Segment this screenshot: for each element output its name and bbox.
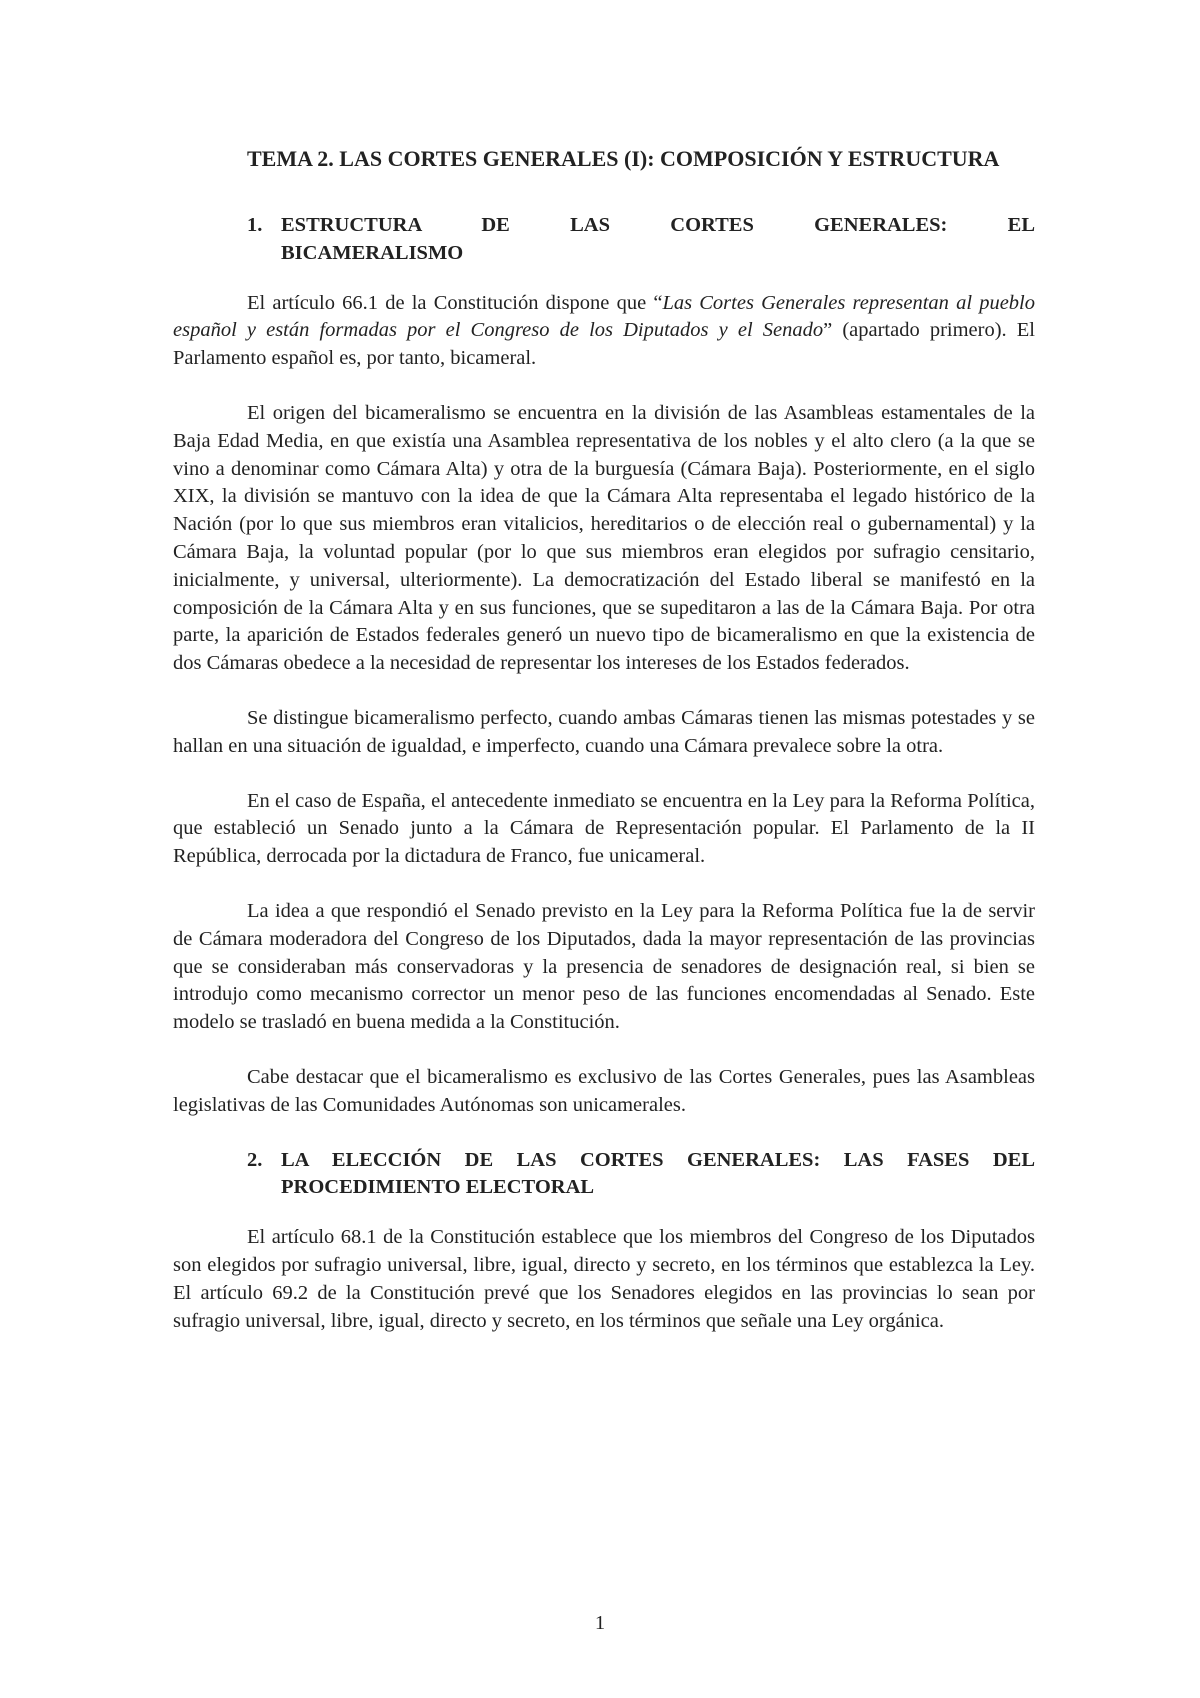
section-heading-line: PROCEDIMIENTO ELECTORAL bbox=[281, 1176, 595, 1199]
quote-text: Las Cortes Generales representan al pueblo español y están formadas por el Congreso de los Diputados y el Senado bbox=[173, 291, 1035, 342]
section-number: 2. bbox=[247, 1148, 263, 1171]
paragraph: Se distingue bicameralismo perfecto, cuando ambas Cámaras tienen las mismas potestades y se hallan en una situación de igualdad, e imperfecto, cuando una Cámara prevalece sobre la otra. bbox=[173, 706, 1035, 757]
paragraph: El origen del bicameralismo se encuentra en la división de las Asambleas estamentales de la Baja Edad Media, en que existía una Asamblea representativa de los nobles y el alto clero (a la que se vino a denominar como Cámara Alta) y otra de la burguesía (Cámara Baja). Posteriormente, en el siglo XIX, la división se mantuvo con la idea de que la Cámara Alta representaba el legado histórico de la Nación (por lo que sus miembros eran vitalicios, hereditarios o de elección real o gubernamental) y la Cámara Baja, la voluntad popular (por lo que sus miembros eran elegidos por sufragio censitario, inicialmente, y universal, ulteriormente). La democratización del Estado liberal se manifestó en la composición de la Cámara Alta y en sus funciones, que se supeditaron a las de la Cámara Baja. Por otra parte, la aparición de Estados federales generó un nuevo tipo de bicameralismo en que la existencia de dos Cámaras obedece a la necesidad de representar los intereses de los Estados federados. bbox=[173, 401, 1035, 675]
section-heading-line: LA ELECCIÓN DE LAS CORTES GENERALES: LAS FASES DEL bbox=[281, 1148, 1035, 1171]
paragraph: La idea a que respondió el Senado previsto en la Ley para la Reforma Política fue la de servir de Cámara moderadora del Congreso de los Diputados, dada la mayor representación de las provincias que se consideraban más conservadoras y la presencia de senadores de designación real, si bien se introdujo como mecanismo corrector un menor peso de las funciones encomendadas al Senado. Este modelo se trasladó en buena medida a la Constitución. bbox=[173, 899, 1035, 1034]
section-heading-line: BICAMERALISMO bbox=[281, 241, 464, 264]
paragraph-text: ” (apartado primero). El Parlamento español es, por tanto, bicameral. bbox=[173, 319, 1035, 370]
document-title: TEMA 2. LAS CORTES GENERALES (I): COMPOSICIÓN Y ESTRUCTURA bbox=[247, 146, 1000, 171]
document-page bbox=[173, 142, 1035, 1362]
section-number: 1. bbox=[247, 214, 263, 236]
paragraph bbox=[173, 290, 1035, 373]
section-heading-1 bbox=[173, 212, 1035, 268]
paragraph-text: El artículo 66.1 de la Constitución dispone que “ bbox=[247, 291, 663, 314]
section-heading-2 bbox=[173, 1147, 1035, 1203]
paragraph: El artículo 68.1 de la Constitución establece que los miembros del Congreso de los Diputados son elegidos por sufragio universal, libre, igual, directo y secreto, en los términos que establezca la Ley. El artículo 69.2 de la Constitución prevé que los Senadores elegidos en las provincias lo sean por sufragio universal, libre, igual, directo y secreto, en los términos que señale una Ley orgánica. bbox=[173, 1226, 1035, 1332]
section-heading-line: ESTRUCTURA DE LAS CORTES GENERALES: EL bbox=[281, 214, 1035, 236]
page-number: 1 bbox=[594, 1612, 606, 1634]
paragraph: En el caso de España, el antecedente inmediato se encuentra en la Ley para la Reforma Política, que estableció un Senado junto a la Cámara de Representación popular. El Parlamento de la II República, derrocada por la dictadura de Franco, fue unicameral. bbox=[173, 789, 1035, 868]
paragraph: Cabe destacar que el bicameralismo es exclusivo de las Cortes Generales, pues las Asambleas legislativas de las Comunidades Autónomas son unicamerales. bbox=[173, 1065, 1035, 1116]
